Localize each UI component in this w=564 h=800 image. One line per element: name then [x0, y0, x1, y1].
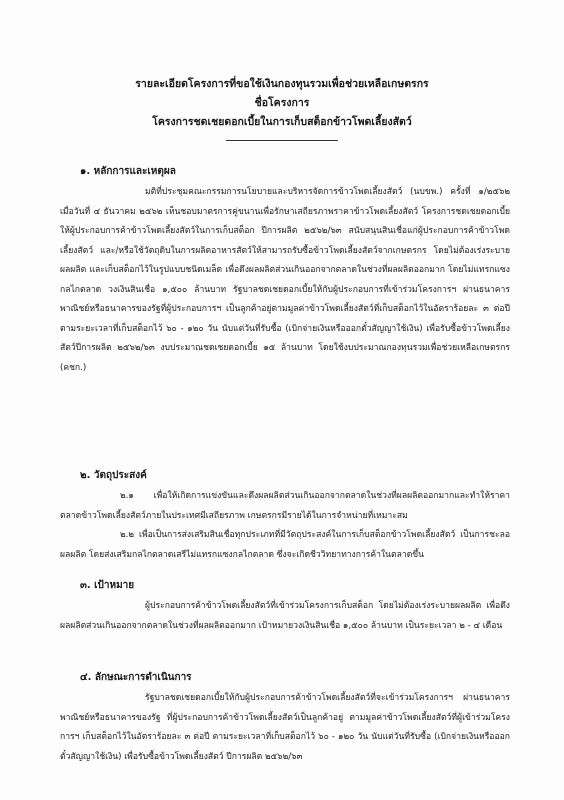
section-2-item-1: ๒.๑ เพื่อให้เกิดการแข่งขันและดึงผลผลิตส่วนเกินออกจากตลาดในช่วงที่ผลผลิตออกมากและทำให้ราคาตลาดข้าวโพดเลี้ยงสัตว์ภายในประเทศมีเสถียรภาพ เกษตรกรมีรายได้ในการจำหน่ายที่เหมาะสม [60, 491, 510, 521]
document-header-line-1: รายละเอียดโครงการที่ขอใช้เงินกองทุนรวมเพื่อช่วยเหลือเกษตรกร [135, 78, 429, 90]
section-2-item-2: ๒.๒ เพื่อเป็นการส่งเสริมสินเชื่อทุกประเภทที่มีวัตถุประสงค์ในการเก็บสต็อกข้าวโพดเลี้ยงสัตว์ เป็นการชะลอผลผลิต โดยส่งเสริมกลไกตลาดเสรีไม่แทรกแซงกลไกตลาด ซึ่งจะเกิดชีววิทยาทางการค้าในตลาดขึ้น [60, 530, 510, 560]
section-4-paragraph: รัฐบาลชดเชยดอกเบี้ยให้กับผู้ประกอบการค้าข้าวโพดเลี้ยงสัตว์ที่จะเข้าร่วมโครงการฯ ผ่านธนาคารพาณิชย์หรือธนาคารของรัฐ ที่ผู้ประกอบการค้าข้าวโพดเลี้ยงสัตว์เป็นลูกค้าอยู่ ตามมูลค่าข้าวโพดเลี้ยงสัตว์ที่ผู้เข้าร่วมโครงการฯ เก็บสต็อกไว้ในอัตราร้อยละ ๓ ต่อปี ตามระยะเวลาที่เก็บสต็อกไว้ ๖๐ - ๑๒๐ วัน นับแต่วันที่รับซื้อ (เบิกจ่ายเงินหรือออกตั๋วสัญญาใช้เงิน) เพื่อรับซื้อข้าวโพดเลี้ยงสัตว์ ปีการผลิต ๒๕๖๒/๖๓ [60, 693, 510, 762]
section-4-title: ๔. ลักษณะการดำเนินการ [80, 672, 192, 683]
project-name-label: ชื่อโครงการ [254, 97, 310, 109]
section-1-title: ๑. หลักการและเหตุผล [80, 166, 176, 177]
section-2-title: ๒. วัตถุประสงค์ [80, 470, 147, 481]
section-3-paragraph: ผู้ประกอบการค้าข้าวโพดเลี้ยงสัตว์ที่เข้าร่วมโครงการเก็บสต็อก โดยไม่ต้องเร่งระบายผลผลิต เพื่อดึงผลผลิตส่วนเกินออกจากตลาดในช่วงที่ผลผลิตออกมาก เป้าหมายวงเงินสินเชื่อ ๑,๕๐๐ ล้านบาท เป็นระยะเวลา ๒ - ๔ เดือน [60, 601, 510, 631]
section-1-body [60, 183, 510, 378]
section-3-body [60, 597, 510, 636]
section-4-body [60, 689, 510, 767]
section-3-title: ๓. เป้าหมาย [80, 580, 135, 591]
header-divider [226, 140, 338, 141]
project-title: โครงการชดเชยดอกเบี้ยในการเก็บสต็อกข้าวโพดเลี้ยงสัตว์ [152, 116, 412, 128]
section-2-body [60, 487, 510, 565]
section-1-paragraph: มติที่ประชุมคณะกรรมการนโยบายและบริหารจัดการข้าวโพดเลี้ยงสัตว์ (นบขพ.) ครั้งที่ ๑/๒๕๖๒ เมื่อวันที่ ๔ ธันวาคม ๒๕๖๒ เห็นชอบมาตรการคู่ขนานเพื่อรักษาเสถียรภาพราคาข้าวโพดเลี้ยงสัตว์ โครงการชดเชยดอกเบี้ยให้ผู้ประกอบการค้าข้าวโพดเลี้ยงสัตว์ในการเก็บสต็อก ปีการผลิต ๒๕๖๒/๖๓ สนับสนุนสินเชื่อแก่ผู้ประกอบการค้าข้าวโพดเลี้ยงสัตว์ และ/หรือใช้วัตถุดิบในการผลิตอาหารสัตว์ให้สามารถรับซื้อข้าวโพดเลี้ยงสัตว์จากเกษตรกร โดยไม่ต้องเร่งระบายผลผลิต และเก็บสต็อกไว้ในรูปแบบชนิดเมล็ด เพื่อดึงผลผลิตส่วนเกินออกจากตลาดในช่วงที่ผลผลิตออกมาก โดยไม่แทรกแซงกลไกตลาด วงเงินสินเชื่อ ๑,๕๐๐ ล้านบาท รัฐบาลชดเชยดอกเบี้ยให้กับผู้ประกอบการที่เข้าร่วมโครงการฯ ผ่านธนาคารพาณิชย์หรือธนาคารของรัฐที่ผู้ประกอบการฯ เป็นลูกค้าอยู่ตามมูลค่าข้าวโพดเลี้ยงสัตว์ที่เก็บสต็อกไว้ในอัตราร้อยละ ๓ ต่อปี ตามระยะเวลาที่เก็บสต็อกไว้ ๖๐ - ๑๒๐ วัน นับแต่วันที่รับซื้อ (เบิกจ่ายเงินหรือออกตั๋วสัญญาใช้เงิน) เพื่อรับซื้อข้าวโพดเลี้ยงสัตว์ปีการผลิต ๒๕๖๒/๖๓ งบประมาณชดเชยดอกเบี้ย ๑๕ ล้านบาท โดยใช้งบประมาณกองทุนรวมเพื่อช่วยเหลือเกษตรกร (คชก.) [60, 187, 510, 373]
